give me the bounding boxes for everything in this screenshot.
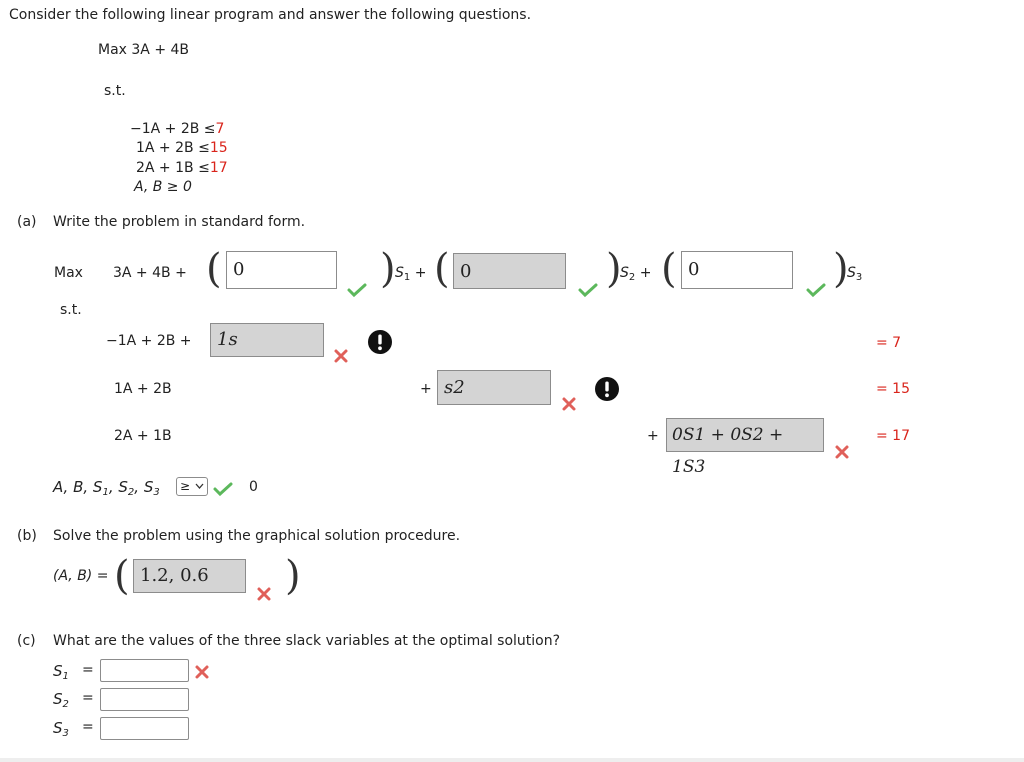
x-icon: [194, 664, 210, 680]
lp-st: s.t.: [104, 83, 126, 99]
c2-plus: +: [420, 381, 432, 397]
paren-open: (: [434, 246, 450, 292]
slack-s3-label: [53, 719, 69, 739]
eq-sign: =: [82, 690, 94, 706]
nonneg-sub3: 3: [153, 487, 160, 498]
intro-text: Consider the following linear program and answer the following questions.: [9, 7, 532, 23]
obj-coef-s1-input[interactable]: 0: [226, 251, 337, 289]
paren-close: ): [833, 246, 849, 292]
std-c3-text: 2A + 1B: [114, 428, 172, 444]
lp-constraint-3-rhs: 17: [209, 160, 228, 176]
s3-sub: 3: [855, 272, 863, 283]
std-st-label: s.t.: [60, 302, 82, 318]
part-a-question: Write the problem in standard form.: [53, 214, 306, 230]
s1-var: S: [395, 265, 404, 281]
lp-constraint-2-rhs: 15: [209, 140, 228, 156]
part-b-label: (b): [17, 528, 37, 544]
rhs-3: [876, 428, 910, 444]
std-s3-term: [847, 265, 862, 283]
std-nonneg-vars: A, B, $S_1$, $S_2$, $S_3$: [53, 478, 160, 498]
slack-s1-label: [53, 662, 69, 682]
rhs-1: [876, 335, 901, 351]
c1-slack-value: 1s: [217, 329, 238, 350]
inequality-select[interactable]: [176, 477, 208, 496]
part-b-question: Solve the problem using the graphical solution procedure.: [53, 528, 461, 544]
s1-sub: 1: [62, 671, 69, 682]
lp-constraint-2-lhs: 1A + 2B ≤: [136, 140, 210, 156]
s2-var: S: [620, 265, 629, 281]
check-icon: [347, 283, 367, 297]
check-icon: [578, 283, 598, 297]
alert-icon[interactable]: [595, 377, 619, 401]
part-a-label: (a): [17, 214, 37, 230]
lp-constraint-3-lhs: 2A + 1B ≤: [136, 160, 210, 176]
c2-slack-input[interactable]: [437, 370, 551, 405]
c3-plus: +: [647, 428, 659, 444]
c2-slack-value: s2: [444, 377, 465, 398]
comma: ,: [108, 478, 114, 496]
std-max-label: Max: [54, 265, 83, 281]
s1-sub: 1: [403, 272, 411, 283]
s3-var: S: [847, 265, 856, 281]
c3-slack-input[interactable]: [666, 418, 824, 477]
std-s2-term: [620, 265, 651, 283]
inequality-select-value: ≥: [180, 479, 191, 493]
eq-sign: =: [82, 719, 94, 735]
lp-constraint-2: [136, 140, 228, 156]
std-c2-text: 1A + 2B: [114, 381, 172, 397]
c3-slack-value: 0S1 + 0S2 + 1S3: [672, 425, 784, 477]
c1-slack-input[interactable]: [210, 323, 324, 357]
s2-sub: 2: [628, 272, 636, 283]
slack-s2-input[interactable]: [100, 688, 189, 711]
obj-coef-s2-input[interactable]: 0: [453, 253, 566, 289]
rhs-1-value: = 7: [876, 335, 902, 351]
alert-icon[interactable]: [368, 330, 392, 354]
paren-open: (: [661, 246, 677, 292]
obj-coef-s3-input[interactable]: 0: [681, 251, 793, 289]
ab-answer-input[interactable]: 1.2, 0.6: [133, 559, 246, 593]
slack-s3-input[interactable]: [100, 717, 189, 740]
s2-sub: 2: [62, 699, 69, 710]
paren-open: (: [206, 246, 222, 292]
x-icon: [256, 586, 272, 602]
lp-constraint-1-lhs: −1A + 2B ≤: [130, 121, 216, 137]
nonneg-rhs: 0: [249, 479, 258, 495]
x-icon: [834, 444, 850, 460]
slack-s2-label: [53, 690, 69, 710]
lp-constraint-1-rhs: 7: [215, 121, 225, 137]
nonneg-prefix: A, B, S: [53, 478, 103, 496]
nonneg-sub1: 1: [102, 487, 109, 498]
x-icon: [561, 396, 577, 412]
rhs-3-value: = 17: [876, 428, 910, 444]
paren-close: ): [606, 246, 622, 292]
paren-close: ): [380, 246, 396, 292]
std-c1-text: −1A + 2B +: [106, 333, 192, 349]
lp-objective: Max 3A + 4B: [98, 42, 190, 58]
plus-sign: +: [639, 265, 652, 281]
std-s1-term: [395, 265, 426, 283]
part-c-question: What are the values of the three slack variables at the optimal solution?: [53, 633, 561, 649]
s-var: S: [53, 719, 63, 737]
check-icon: [806, 283, 826, 297]
comma: ,: [134, 478, 140, 496]
paren-close: ): [285, 553, 301, 599]
chevron-down-icon: [195, 483, 204, 490]
ab-label: (A, B) =: [53, 568, 109, 584]
check-icon: [213, 482, 233, 496]
rhs-2-value: = 15: [876, 381, 910, 397]
s-var: S: [53, 662, 63, 680]
std-objective-text: 3A + 4B +: [113, 265, 187, 281]
rhs-2: [876, 381, 910, 397]
eq-sign: =: [82, 662, 94, 678]
s3-sub: 3: [62, 728, 69, 739]
paren-open: (: [114, 553, 130, 599]
nonneg-sub2: 2: [127, 487, 135, 498]
s-var: S: [53, 690, 63, 708]
lp-nonneg: A, B ≥ 0: [134, 179, 192, 195]
x-icon: [333, 348, 349, 364]
part-c-label: (c): [17, 633, 36, 649]
plus-sign: +: [414, 265, 427, 281]
lp-constraint-3: [136, 160, 228, 176]
slack-s1-input[interactable]: [100, 659, 189, 682]
bottom-divider: [0, 758, 1024, 762]
lp-constraint-1: [130, 121, 224, 137]
